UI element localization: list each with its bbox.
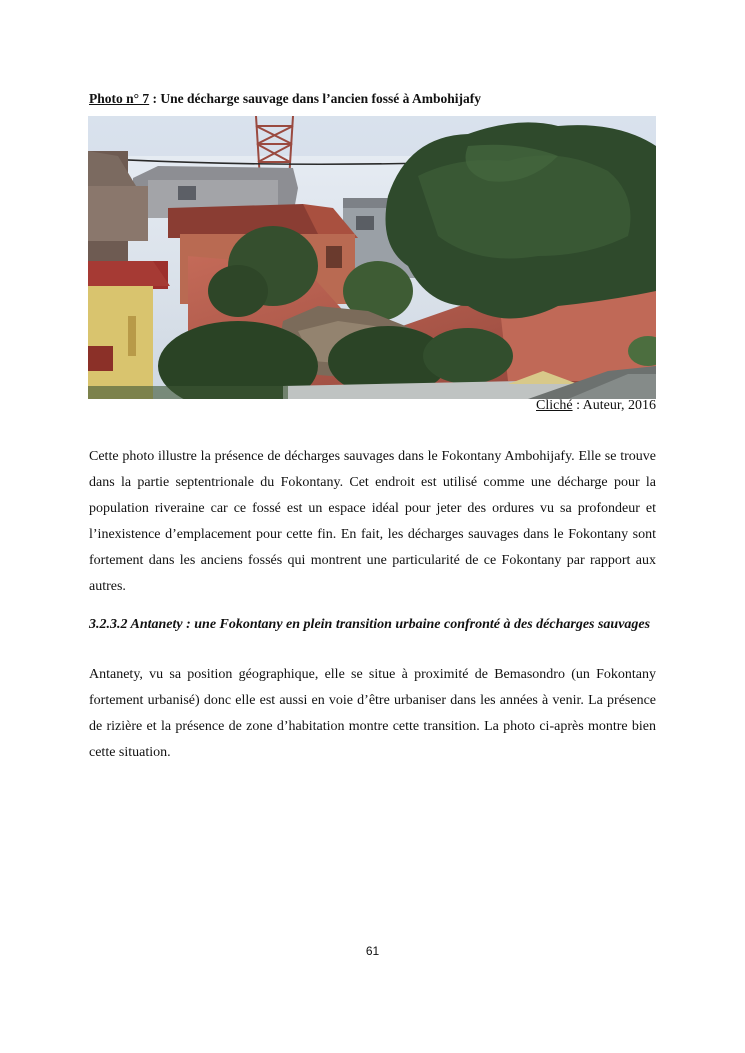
photo-credit-label: Cliché	[536, 398, 573, 413]
photo-caption	[89, 91, 481, 107]
page-number: 61	[365, 944, 380, 958]
photo-credit	[536, 398, 656, 414]
photo-caption-label: Photo n° 7	[89, 91, 150, 106]
photo-credit-text: : Auteur, 2016	[572, 398, 656, 413]
body-paragraph-2: Antanety, vu sa position géographique, elle se situe à proximité de Bemasondro (un Fokontany fortement urbanisé) donc elle est aussi en voie d’être urbaniser dans les années à venir. La présence de rizière et la présence de zone d’habitation montre cette transition. La photo ci-après montre bien cette situation.	[89, 667, 656, 760]
photo-caption-text: : Une décharge sauvage dans l’ancien fossé à Ambohijafy	[149, 91, 482, 106]
section-heading: 3.2.3.2 Antanety : une Fokontany en plein transition urbaine confronté à des décharges sauvages	[89, 617, 651, 632]
body-paragraph-1: Cette photo illustre la présence de décharges sauvages dans le Fokontany Ambohijafy. Elle se trouve dans la partie septentrionale du Fokontany. Cet endroit est utilisé comme une décharge pour la population riveraine car ce fossé est un espace idéal pour jeter des ordures vu sa profondeur et l’inexistence d’emplacement pour cette fin. En fait, les décharges sauvages dans le Fokontany sont fortement dans les anciens fossés qui montrent une particularité de ce Fokontany par rapport aux autres.	[89, 449, 656, 594]
photo-decharge-ambohijafy	[88, 116, 656, 399]
